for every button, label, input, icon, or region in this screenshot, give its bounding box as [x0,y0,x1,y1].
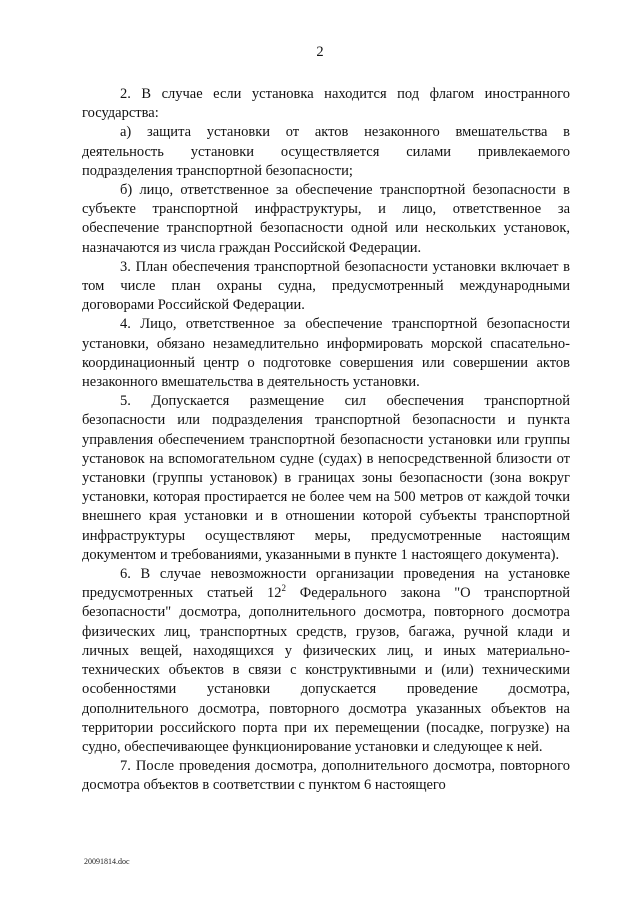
paragraph-6-text-start: 6. В случае невозможности организации проведения на установке предусмотренных статьей 12 [82,566,570,602]
paragraph-7: 7. После проведения досмотра, дополнительного досмотра, повторного досмотра объектов в соответствии с пунктом 6 настоящего [82,758,570,794]
paragraph-2b: б) лицо, ответственное за обеспечение транспортной безопасности в субъекте транспортной инфраструктуры, и лицо, ответственное за обеспечение транспортной безопасности одной или нескольких установок, назначаются из числа граждан Российской Федерации. [82,182,570,256]
paragraph-3: 3. План обеспечения транспортной безопасности установки включает в том числе план охраны судна, предусмотренный международными договорами Российской Федерации. [82,258,570,314]
paragraph-2: 2. В случае если установка находится под флагом иностранного государства: [82,86,570,122]
paragraph-6 [82,565,570,757]
article-superscript: 2 [281,583,286,594]
body-text [82,85,570,796]
paragraph-6-text-end: Федерального закона "О транспортной безопасности" досмотра, дополнительного досмотра, повторного досмотра физических лиц, транспортных средств, грузов, багажа, ручной клади и личных вещей, находящихся у физических лиц, и иных материально-технических объектов в связи с конструктивными и (или) техническими особенностями установки допускается проведение досмотра, дополнительного досмотра, повторного досмотра указанных объектов на территории российского порта при их перемещении (посадке, погрузке) на судно, обеспечивающее функционирование установки и следующее к ней. [82,585,570,755]
paragraph-2a: а) защита установки от актов незаконного вмешательства в деятельность установки осуществляется силами привлекаемого подразделения транспортной безопасности; [82,124,570,179]
paragraph-4: 4. Лицо, ответственное за обеспечение транспортной безопасности установки, обязано незамедлительно информировать морской спасательно-координационный центр о подготовке совершения или совершении актов незаконного вмешательства в деятельность установки. [82,316,570,391]
page-number: 2 [316,44,324,60]
footer-filename: 20091814.doc [84,857,130,866]
paragraph-5: 5. Допускается размещение сил обеспечения транспортной безопасности или подразделения транспортной безопасности и пункта управления обеспечением транспортной безопасности установки или группы установок на вспомогательном судне (судах) в непосредственной близости от установки (группы установок) в границах зоны безопасности (зона вокруг установки, которая простирается не более чем на 500 метров от каждой точки внешнего края установки и в отношении которой субъекты транспортной инфраструктуры осуществляют меры, предусмотренные настоящим документом и требованиями, указанными в пункте 1 настоящего документа). [82,393,570,563]
